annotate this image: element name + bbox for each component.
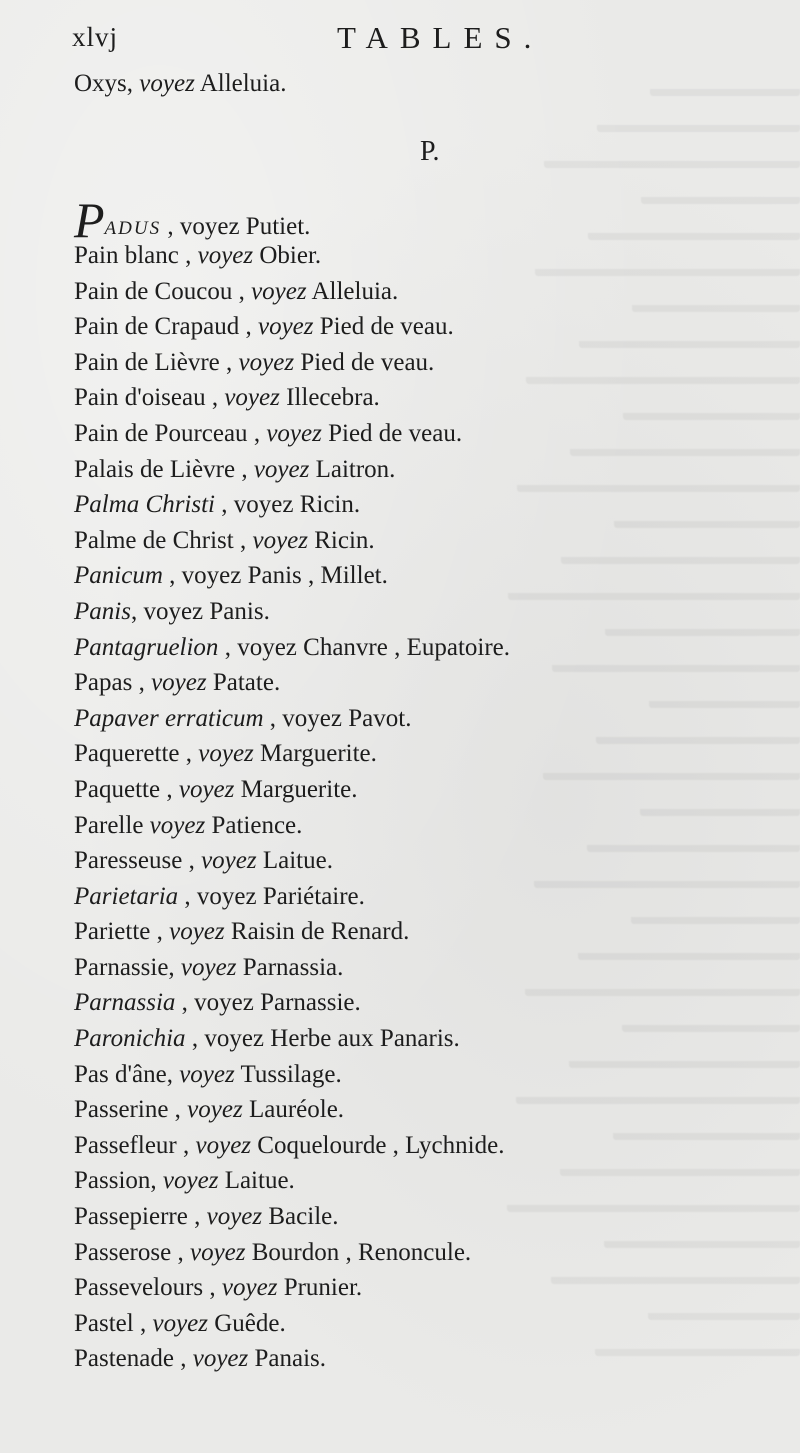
entry-target: Laitue. [218, 1167, 295, 1195]
entry-target: Alleluia. [194, 70, 287, 97]
entry-separator: , [171, 1238, 190, 1266]
entry-term: Pain de Pourceau [74, 419, 248, 447]
entry-separator: , [215, 491, 234, 519]
entry-target: Bacile. [262, 1203, 339, 1231]
entry-target: Laitron. [309, 455, 396, 483]
index-entry [74, 665, 714, 701]
entry-reference: voyez [143, 597, 204, 625]
entry-target: Illecebra. [279, 384, 380, 412]
entry-term: Paquette [74, 775, 161, 803]
entry-term: Pain de Coucou [74, 277, 233, 305]
entry-term: Parnassia [74, 989, 176, 1017]
entry-reference: voyez [251, 277, 307, 305]
entry-reference: voyez [187, 1096, 243, 1124]
entry-separator: , [160, 775, 179, 803]
entry-target: Guêde. [208, 1309, 286, 1337]
entry-target: Parnassia. [236, 953, 344, 981]
entry-term: Palma Christi [74, 491, 215, 519]
entry-term: Papas [74, 669, 133, 697]
entry-separator: , [219, 348, 239, 376]
entry-target: Panais. [248, 1345, 327, 1373]
entry-separator: , [232, 277, 252, 305]
index-entry [74, 736, 714, 772]
entry-term: Pantagruelion [74, 633, 219, 661]
entry-separator: , [176, 1131, 196, 1159]
index-entry [74, 487, 714, 523]
entry-separator: , [218, 633, 238, 661]
entry-reference: voyez [181, 562, 242, 590]
entry-target: Panis. [203, 597, 270, 625]
index-entry [74, 914, 714, 950]
entry-target: Patience. [205, 811, 303, 839]
index-entry [74, 772, 714, 808]
entry-separator: , [247, 419, 267, 447]
entry-reference: voyez [252, 526, 308, 554]
entry-term: Pas d'âne [74, 1060, 167, 1088]
drop-cap: P [74, 192, 105, 248]
index-entry [74, 701, 714, 737]
entry-term: Passerose [74, 1238, 172, 1266]
entry-separator: , [179, 740, 199, 768]
entry-reference: voyez [233, 491, 294, 519]
entry-separator: , [185, 1025, 205, 1053]
index-entry [74, 558, 714, 594]
section-letter: P. [420, 136, 440, 167]
entry-reference: voyez [224, 384, 280, 412]
entry-target: Chanvre , Eupatoire. [296, 633, 511, 661]
entry-term: Pain blanc [74, 242, 179, 269]
entry-term: ADUS [104, 218, 162, 239]
entry-reference: voyez [179, 1060, 235, 1088]
entry-separator: , [175, 989, 195, 1017]
entry-term: Paronichia [74, 1025, 186, 1053]
entry-reference: voyez [201, 847, 257, 875]
entry-separator: , [150, 1167, 163, 1195]
index-entry [74, 1306, 714, 1342]
entry-reference: voyez [151, 669, 207, 697]
entry-separator: , [162, 562, 182, 590]
entry-target: Pied de veau. [313, 313, 454, 341]
entry-target: Marguerite. [234, 775, 358, 803]
entry-term: Parietaria [74, 882, 179, 910]
entry-separator: , [235, 455, 254, 483]
index-entry [74, 416, 714, 452]
entry-reference: voyez [238, 348, 295, 376]
entry-target: Pied de veau. [321, 419, 463, 447]
entry-separator: , [187, 1203, 207, 1231]
entry-separator: , [150, 918, 170, 946]
entry-target: Alleluia. [306, 277, 399, 305]
entry-target: Panis , Millet. [241, 562, 388, 590]
entry-target: Pied de veau. [294, 348, 435, 376]
entry-separator: , [203, 1274, 222, 1302]
entry-term: Pain d'oiseau [74, 384, 206, 412]
index-entry [74, 1163, 714, 1199]
carry-over-entry [74, 70, 286, 98]
entry-reference: voyez [282, 704, 342, 732]
entry-reference: voyez [139, 70, 195, 97]
bleed-line [650, 60, 800, 96]
index-entries [74, 190, 714, 1377]
index-entry [74, 274, 714, 310]
entry-separator: , [205, 384, 225, 412]
entry-reference: voyez [195, 1131, 252, 1159]
entry-term: Pain de Lièvre [74, 348, 220, 376]
index-entry [74, 950, 714, 986]
index-entry [74, 523, 714, 559]
entry-separator: , [166, 1060, 180, 1088]
entry-separator: , [233, 526, 253, 554]
entry-term: Panis [74, 597, 131, 625]
index-entry [74, 452, 714, 488]
index-entry [74, 630, 714, 666]
entry-term: Panicum [74, 562, 163, 590]
entry-reference: voyez [197, 242, 254, 269]
index-entry [74, 309, 714, 345]
entry-term: Paresseuse [74, 847, 183, 875]
entry-term: Parelle [74, 811, 144, 839]
entry-reference: voyez [204, 1025, 265, 1053]
index-entry [74, 1341, 714, 1377]
index-entry [74, 1235, 714, 1271]
entry-separator: , [168, 1096, 188, 1124]
entry-target: Tussilage. [234, 1060, 342, 1088]
index-entry [74, 1057, 714, 1093]
bleed-line [544, 132, 800, 168]
entry-separator: , [178, 882, 197, 910]
index-entry [74, 879, 714, 915]
entry-separator: , [178, 242, 198, 269]
entry-reference: voyez [149, 811, 206, 839]
entry-rest: , voyez Putiet. [161, 213, 311, 240]
entry-separator: , [133, 1309, 153, 1337]
entry-separator: , [168, 953, 181, 981]
entry-target: Obier. [253, 242, 322, 269]
entry-target: Patate. [206, 669, 281, 697]
entry-target: Lauréole. [242, 1096, 345, 1124]
index-entry [74, 594, 714, 630]
entry-target: Pariétaire. [256, 882, 365, 910]
entry-target: Raisin de Renard. [224, 918, 410, 946]
entry-term: Passefleur [74, 1131, 177, 1159]
entry-target: Herbe aux Panaris. [264, 1025, 460, 1053]
entry-separator: , [263, 704, 283, 732]
entry-separator: , [239, 313, 258, 341]
entry-target: Bourdon , Renoncule. [245, 1238, 472, 1266]
entry-separator: , [182, 847, 202, 875]
entry-term: Palme de Christ [74, 526, 234, 554]
entry-term: Pastel [74, 1309, 134, 1337]
entry-target: Prunier. [277, 1274, 363, 1302]
entry-term: Passevelours [74, 1274, 204, 1302]
index-entry [74, 1128, 714, 1164]
entry-separator: , [173, 1345, 193, 1373]
index-entry [74, 843, 714, 879]
entry-reference: voyez [152, 1309, 208, 1337]
entry-reference: voyez [253, 455, 310, 483]
entry-reference: voyez [169, 918, 225, 946]
index-entry-first [74, 190, 714, 248]
entry-reference: voyez [196, 882, 257, 910]
entry-reference: voyez [221, 1274, 278, 1302]
index-entry [74, 1270, 714, 1306]
entry-separator: , [132, 669, 152, 697]
entry-target: Pavot. [342, 704, 412, 732]
entry-term: Oxys [74, 70, 127, 97]
entry-reference: voyez [266, 419, 322, 447]
entry-target: Ricin. [308, 526, 375, 554]
entry-term: Passion [74, 1167, 151, 1195]
entry-target: Marguerite. [253, 740, 377, 768]
entry-reference: voyez [257, 313, 314, 341]
entry-term: Parnassie [74, 953, 169, 981]
entry-reference: voyez [237, 633, 297, 661]
entry-term: Papaver erraticum [74, 704, 264, 732]
entry-reference: voyez [198, 740, 254, 768]
entry-target: Parnassie. [253, 989, 361, 1017]
index-entry [74, 985, 714, 1021]
entry-term: Pain de Crapaud [74, 313, 240, 341]
entry-reference: voyez [189, 1238, 246, 1266]
entry-term: Passepierre [74, 1203, 188, 1231]
entry-reference: voyez [192, 1345, 249, 1373]
entry-separator: , [126, 70, 140, 97]
entry-term: Paquerette [74, 740, 180, 768]
entry-target: Laitue. [256, 847, 333, 875]
entry-reference: voyez [178, 775, 235, 803]
index-entry [74, 380, 714, 416]
entry-reference: voyez [162, 1167, 219, 1195]
index-entry [74, 238, 714, 274]
entry-term: Passerine [74, 1096, 169, 1124]
index-entry [74, 1199, 714, 1235]
entry-term: Pastenade [74, 1345, 174, 1373]
entry-reference: voyez [194, 989, 254, 1017]
page-number: xlvj [72, 22, 119, 52]
page-header [72, 22, 572, 72]
entry-reference: voyez [180, 953, 237, 981]
entry-term: Pariette [74, 918, 151, 946]
index-entry [74, 808, 714, 844]
index-entry [74, 1021, 714, 1057]
entry-target: Ricin. [293, 491, 361, 519]
entry-reference: voyez [206, 1203, 263, 1231]
bleed-line [597, 96, 800, 132]
index-entry [74, 345, 714, 381]
running-head: TABLES. [337, 20, 544, 55]
entry-target: Coquelourde , Lychnide. [251, 1131, 505, 1159]
index-entry [74, 1092, 714, 1128]
entry-term: Palais de Lièvre [74, 455, 236, 483]
entry-separator: , [130, 597, 144, 625]
